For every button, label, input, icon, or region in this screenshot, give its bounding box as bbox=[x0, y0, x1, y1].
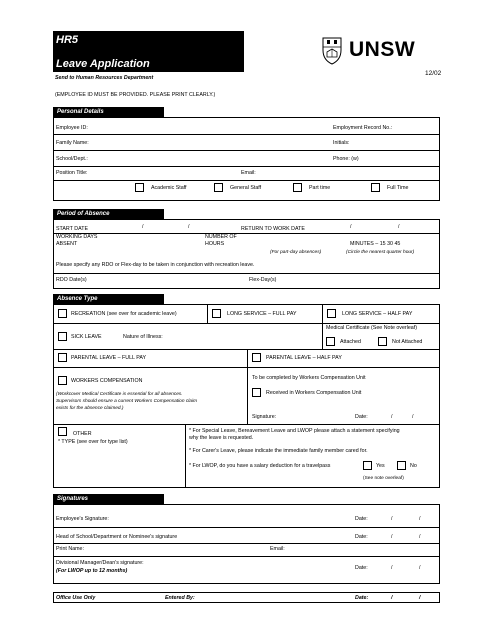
office-use-label: Office Use Only bbox=[56, 595, 96, 601]
divisional-sig-slash-1: / bbox=[391, 565, 393, 571]
med-cert-attached-label: Attached bbox=[340, 339, 361, 345]
return-date-slash-1: / bbox=[350, 224, 352, 230]
position-title-field[interactable]: Position Title: bbox=[56, 170, 88, 176]
section-personal-details: Personal Details bbox=[53, 107, 164, 117]
email-field[interactable]: Email: bbox=[241, 170, 256, 176]
form-title: Leave Application bbox=[56, 58, 150, 70]
recreation-checkbox[interactable] bbox=[58, 309, 67, 318]
phone-field[interactable]: Phone: (w) bbox=[333, 156, 359, 162]
print-name-field[interactable]: Print Name: bbox=[56, 546, 84, 552]
parental-full-pay-label: PARENTAL LEAVE – FULL PAY bbox=[71, 355, 147, 361]
workcover-note-line-2: Supervisors should ensure a current Workers Compensation claim bbox=[56, 399, 198, 404]
flex-days-field[interactable]: Flex-Day(s) bbox=[249, 277, 277, 283]
employee-signature-field[interactable]: Employee's Signature: bbox=[56, 516, 109, 522]
travelpass-yes-label: Yes bbox=[376, 463, 385, 469]
academic-staff-label: Academic Staff bbox=[151, 185, 187, 191]
other-checkbox[interactable] bbox=[58, 427, 67, 436]
academic-staff-checkbox[interactable] bbox=[135, 183, 144, 192]
sick-leave-label: SICK LEAVE bbox=[71, 334, 102, 340]
wc-received-label: Received in Workers Compensation Unit bbox=[266, 390, 362, 396]
special-leave-note-line-2: why the leave is requested. bbox=[189, 435, 254, 441]
other-label: OTHER bbox=[73, 431, 92, 437]
minutes-label: MINUTES – 15 30 45 bbox=[350, 241, 401, 247]
med-cert-not-attached-checkbox[interactable] bbox=[378, 337, 387, 346]
wc-date-field[interactable]: Date: bbox=[355, 414, 368, 420]
workers-compensation-checkbox[interactable] bbox=[58, 376, 67, 385]
parental-half-pay-checkbox[interactable] bbox=[252, 353, 261, 362]
head-sig-date[interactable]: Date: bbox=[355, 534, 368, 540]
office-date-slash-1: / bbox=[391, 595, 393, 601]
medical-certificate-label: Medical Certificate (See Note overleaf) bbox=[326, 325, 417, 331]
med-cert-attached-checkbox[interactable] bbox=[326, 337, 335, 346]
lsl-half-pay-label: LONG SERVICE – HALF PAY bbox=[342, 311, 413, 317]
working-days-label: WORKING DAYS bbox=[56, 234, 98, 240]
lsl-full-pay-label: LONG SERVICE – FULL PAY bbox=[227, 311, 297, 317]
general-staff-label: General Staff bbox=[230, 185, 262, 191]
sick-leave-checkbox[interactable] bbox=[58, 332, 67, 341]
initials-field[interactable]: Initials: bbox=[333, 140, 350, 146]
travelpass-no-checkbox[interactable] bbox=[397, 461, 406, 470]
form-code: HR5 bbox=[56, 34, 79, 46]
hours-label: HOURS bbox=[205, 241, 225, 247]
section-signatures: Signatures bbox=[53, 494, 164, 504]
wc-signature-field[interactable]: Signature: bbox=[252, 414, 277, 420]
brand-wordmark: UNSW bbox=[349, 38, 416, 61]
parental-full-pay-checkbox[interactable] bbox=[58, 353, 67, 362]
recreation-label: RECREATION (see over for academic leave) bbox=[71, 311, 177, 317]
employee-sig-slash-2: / bbox=[419, 516, 421, 522]
print-instruction: (EMPLOYEE ID MUST BE PROVIDED. PLEASE PRINT CLEARLY.) bbox=[55, 92, 216, 98]
med-cert-not-attached-label: Not Attached bbox=[392, 339, 423, 345]
workers-compensation-label: WORKERS COMPENSATION bbox=[71, 378, 143, 384]
general-staff-checkbox[interactable] bbox=[214, 183, 223, 192]
special-leave-note-line-1: * For Special Leave, Bereavement Leave and LWOP please attach a statement specifying bbox=[189, 428, 400, 434]
head-signature-field[interactable]: Head of School/Department or Nominee's signature bbox=[56, 534, 178, 540]
travelpass-yes-checkbox[interactable] bbox=[363, 461, 372, 470]
workcover-note-line-3: exists for the absence claimed.) bbox=[56, 406, 124, 411]
circle-quarter-note: (Circle the nearest quarter hour) bbox=[346, 250, 415, 255]
part-day-note: (For part-day absences) bbox=[270, 250, 322, 255]
unsw-crest-icon bbox=[320, 35, 344, 65]
wc-received-checkbox[interactable] bbox=[252, 388, 261, 397]
employee-id-field[interactable]: Employee ID: bbox=[56, 125, 88, 131]
send-to-note: Send to Human Resources Department bbox=[55, 75, 154, 81]
start-date-label: START DATE bbox=[56, 226, 88, 232]
wc-date-slash-2: / bbox=[412, 414, 414, 420]
absent-label: ABSENT bbox=[56, 241, 78, 247]
divisional-sig-slash-2: / bbox=[419, 565, 421, 571]
divisional-sig-date[interactable]: Date: bbox=[355, 565, 368, 571]
workcover-note-line-1: (Workcover Medical Certificate is essential for all absences. bbox=[56, 392, 183, 397]
office-date-slash-2: / bbox=[419, 595, 421, 601]
carers-leave-note: * For Carer's Leave, please indicate the immediate family member cared for. bbox=[189, 448, 368, 454]
head-sig-slash-1: / bbox=[391, 534, 393, 540]
rdo-instruction: Please specify any RDO or Flex-day to be taken in conjunction with recreation leave. bbox=[56, 262, 255, 268]
wc-date-slash-1: / bbox=[391, 414, 393, 420]
rdo-dates-field[interactable]: RDO Date(s) bbox=[56, 277, 87, 283]
lsl-full-pay-checkbox[interactable] bbox=[212, 309, 221, 318]
start-date-slash-1: / bbox=[142, 224, 144, 230]
return-date-slash-2: / bbox=[398, 224, 400, 230]
part-time-checkbox[interactable] bbox=[293, 183, 302, 192]
start-date-slash-2: / bbox=[188, 224, 190, 230]
form-version: 12/02 bbox=[425, 70, 442, 77]
family-name-field[interactable]: Family Name: bbox=[56, 140, 89, 146]
full-time-label: Full Time bbox=[387, 185, 409, 191]
travelpass-no-label: No bbox=[410, 463, 417, 469]
number-of-label: NUMBER OF bbox=[205, 234, 237, 240]
nature-of-illness-field[interactable]: Nature of Illness: bbox=[123, 334, 163, 340]
divisional-signature-field[interactable]: Divisional Manager/Dean's signature: bbox=[56, 560, 144, 566]
lwop-travelpass-note: * For LWOP, do you have a salary deduction for a travelpass bbox=[189, 463, 331, 469]
employee-sig-date[interactable]: Date: bbox=[355, 516, 368, 522]
parental-half-pay-label: PARENTAL LEAVE – HALF PAY bbox=[266, 355, 342, 361]
signatory-email-field[interactable]: Email: bbox=[270, 546, 285, 552]
return-date-label: RETURN TO WORK DATE bbox=[241, 226, 305, 232]
school-dept-field[interactable]: School/Dept.: bbox=[56, 156, 88, 162]
employment-record-field[interactable]: Employment Record No.: bbox=[333, 125, 393, 131]
section-absence-type: Absence Type bbox=[53, 294, 164, 304]
office-date-field[interactable]: Date: bbox=[355, 595, 369, 601]
section-period-of-absence: Period of Absence bbox=[53, 209, 164, 219]
type-note: * TYPE (see over for type list) bbox=[58, 439, 128, 445]
part-time-label: Part time bbox=[309, 185, 331, 191]
see-note-overleaf: (See note overleaf) bbox=[363, 476, 404, 481]
wc-unit-label: To be completed by Workers Compensation Unit bbox=[252, 375, 366, 381]
entered-by-field[interactable]: Entered By: bbox=[165, 595, 195, 601]
employee-sig-slash-1: / bbox=[391, 516, 393, 522]
lwop-12-months-note: (For LWOP up to 12 months) bbox=[56, 568, 128, 574]
office-use-box bbox=[53, 592, 440, 603]
lsl-half-pay-checkbox[interactable] bbox=[327, 309, 336, 318]
full-time-checkbox[interactable] bbox=[371, 183, 380, 192]
head-sig-slash-2: / bbox=[419, 534, 421, 540]
